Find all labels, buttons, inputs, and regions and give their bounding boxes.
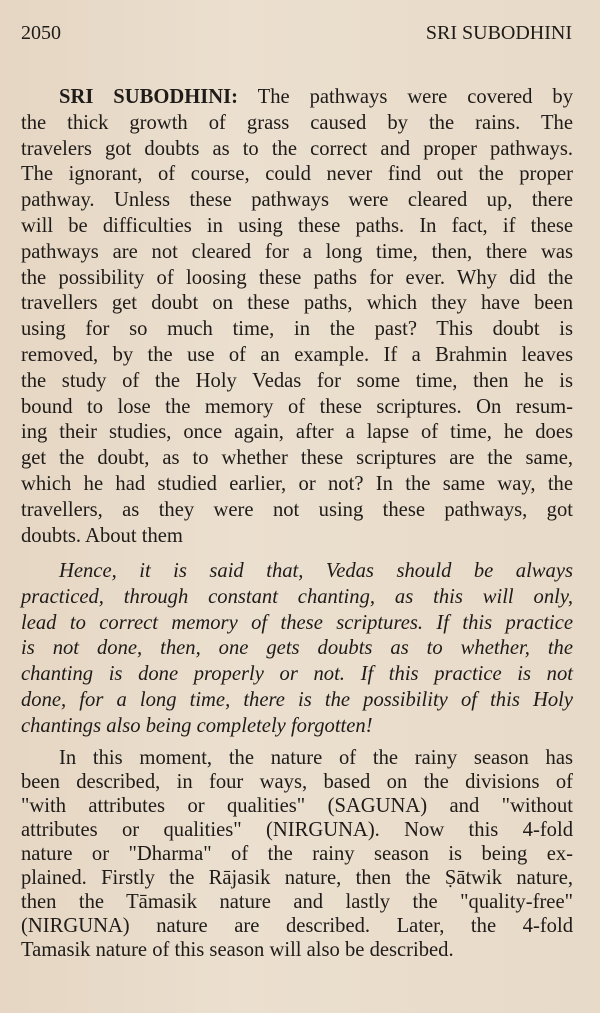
text-line: "with attributes or qualities" (SAGUNA) and "without xyxy=(21,795,573,817)
text-line: bound to lose the memory of these scriptures. On resum- xyxy=(21,395,573,418)
text-line: using for so much time, in the past? This doubt is xyxy=(21,318,573,341)
text-line: doubts. About them xyxy=(21,524,183,547)
text-line xyxy=(21,85,573,111)
paragraph-rainy-season xyxy=(21,746,573,962)
paragraph-italic-note xyxy=(21,559,573,740)
text-line: the study of the Holy Vedas for some time, then he is xyxy=(21,369,573,392)
text-line: practiced, through constant chanting, as this will only, xyxy=(21,585,573,608)
running-title: SRI SUBODHINI xyxy=(425,22,572,44)
page-number: 2050 xyxy=(21,22,61,44)
text-line: ing their studies, once again, after a lapse of time, he does xyxy=(21,421,573,444)
text-line: is not done, then, one gets doubts as to whether, the xyxy=(21,637,573,660)
text-line: chantings also being completely forgotten! xyxy=(21,714,373,737)
paragraph-commentary xyxy=(21,85,573,549)
text-line: the thick growth of grass caused by the rains. The xyxy=(21,111,573,134)
text-line: travellers, as they were not using these pathways, got xyxy=(21,498,573,521)
text-line: will be difficulties in using these paths. In fact, if these xyxy=(21,214,573,237)
text-line: then the Tāmasik nature and lastly the "quality-free" xyxy=(21,891,573,913)
line-text: The pathways were covered by xyxy=(238,86,573,108)
text-line: (NIRGUNA) nature are described. Later, the 4-fold xyxy=(21,915,573,937)
text-line: Tamasik nature of this season will also be described. xyxy=(21,939,454,961)
text-line: which he had studied earlier, or not? In the same way, the xyxy=(21,472,573,495)
text-line: attributes or qualities" (NIRGUNA). Now this 4-fold xyxy=(21,819,573,841)
text-line: lead to correct memory of these scriptures. If this practice xyxy=(21,611,573,634)
text-line: Hence, it is said that, Vedas should be always xyxy=(59,560,573,582)
text-line: nature or "Dharma" of the rainy season is being ex- xyxy=(21,843,573,865)
text-line: removed, by the use of an example. If a Brahmin leaves xyxy=(21,343,573,366)
lead-heading: SRI SUBODHINI: xyxy=(59,86,239,108)
text-line: done, for a long time, there is the possibility of this Holy xyxy=(21,688,573,711)
text-line: In this moment, the nature of the rainy season has xyxy=(59,747,573,769)
text-line: travelers got doubts as to the correct and proper pathways. xyxy=(21,137,573,160)
text-line: plained. Firstly the Rājasik nature, then the Ṣātwik nature, xyxy=(21,867,573,889)
text-line: get the doubt, as to whether these scriptures are the same, xyxy=(21,447,573,470)
text-line: pathway. Unless these pathways were cleared up, there xyxy=(21,189,573,212)
text-line: chanting is done properly or not. If this practice is not xyxy=(21,663,573,686)
text-line: been described, in four ways, based on the divisions of xyxy=(21,771,573,793)
text-line: travellers get doubt on these paths, which they have been xyxy=(21,292,573,315)
text-line: pathways are not cleared for a long time, then, there was xyxy=(21,240,573,263)
text-line: The ignorant, of course, could never find out the proper xyxy=(21,163,573,186)
text-line: the possibility of loosing these paths for ever. Why did the xyxy=(21,266,573,289)
